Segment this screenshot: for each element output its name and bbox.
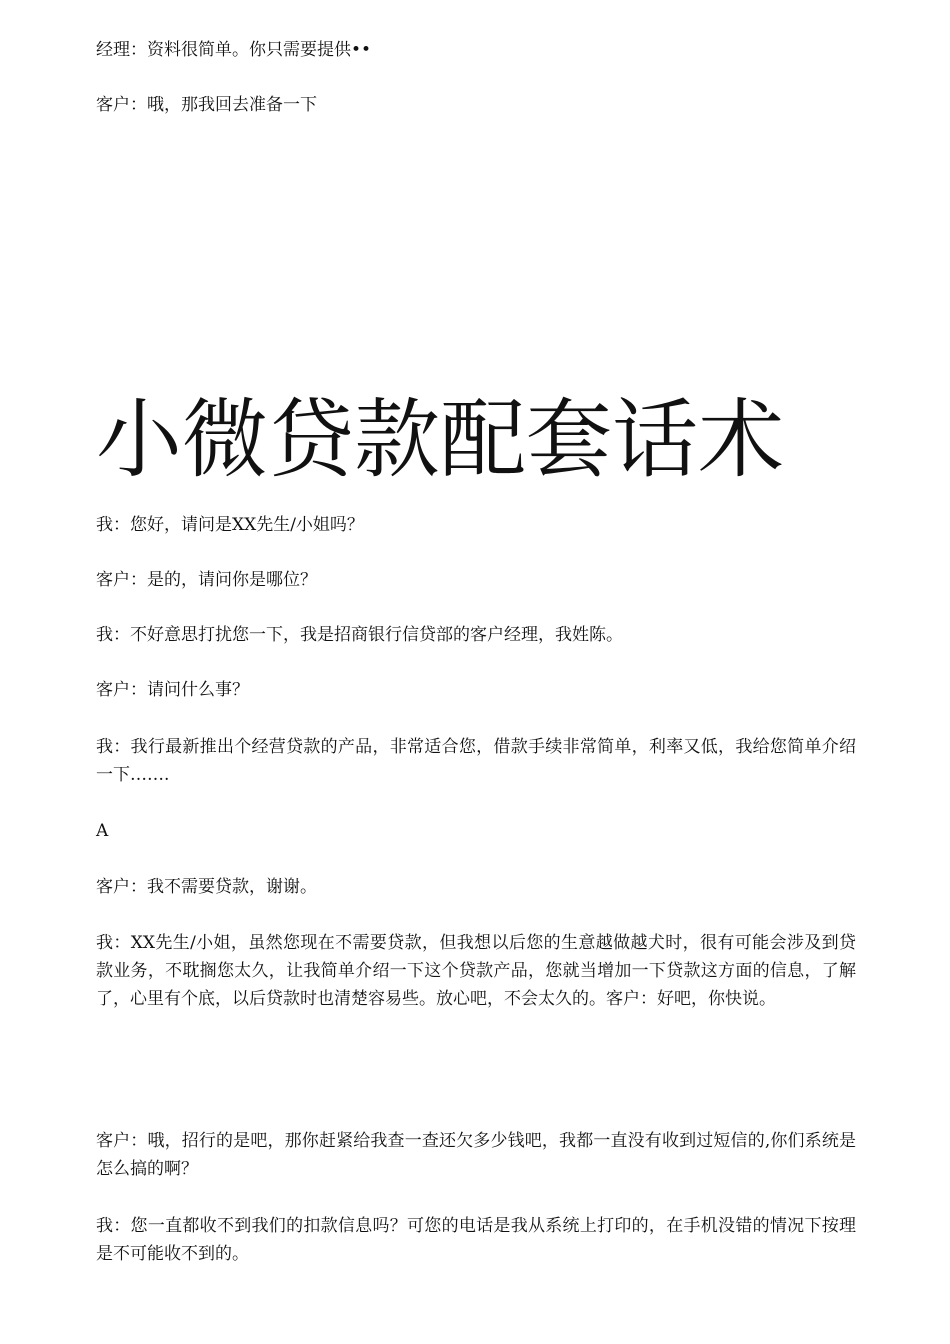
dialogue-paragraph-5: 我：我行最新推出个经营贷款的产品，非常适合您，借款手续非常简单，利率又低，我给您简单介绍一下…….: [96, 737, 856, 785]
dialogue-paragraph-1: 我：您好，请问是XX先生/小姐吗？: [96, 515, 364, 535]
document-title: 小微贷款配套话术: [96, 390, 784, 490]
dialogue-paragraph-7: 客户：我不需要贷款，谢谢。: [96, 877, 317, 897]
top-paragraph-1: 经理：资料很简单。你只需要提供••: [96, 40, 372, 60]
dialogue-paragraph-8: 我：XX先生/小姐，虽然您现在不需要贷款，但我想以后您的生意越做越犬时，很有可能会涉及到贷款业务，不耽搁您太久，让我简单介绍一下这个贷款产品，您就当增加一下贷款这方面的信息，了解了，心里有个底，以后贷款时也清楚容易些。放心吧，不会太久的。客户：好吧，你快说。: [96, 933, 856, 1009]
section-marker: A: [96, 821, 109, 841]
dialogue-paragraph-4: 客户：请问什么事？: [96, 680, 249, 700]
dialogue-paragraph-9: 客户：哦，招行的是吧，那你赶紧给我查一查还欠多少钱吧，我都一直没有收到过短信的,你们系统是怎么搞的啊？: [96, 1131, 856, 1179]
dialogue-paragraph-3: 我：不好意思打扰您一下，我是招商银行信贷部的客户经理，我姓陈。: [96, 625, 623, 645]
top-paragraph-2: 客户：哦，那我回去准备一下: [96, 95, 317, 115]
dialogue-paragraph-2: 客户：是的，请问你是哪位？: [96, 570, 317, 590]
dialogue-paragraph-10: 我：您一直都收不到我们的扣款信息吗？可您的电话是我从系统上打印的，在手机没错的情况下按理是不可能收不到的。: [96, 1216, 856, 1264]
